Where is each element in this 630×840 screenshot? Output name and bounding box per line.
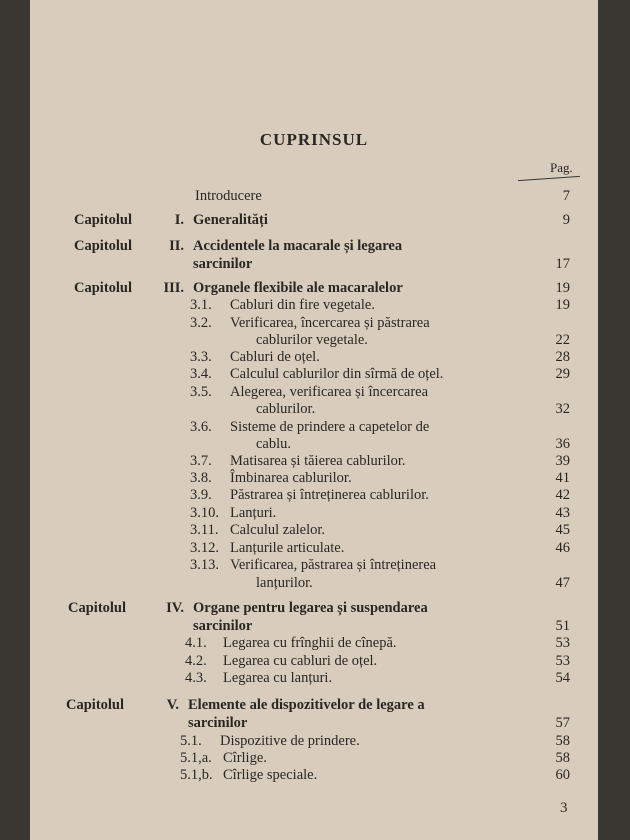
section-number: 3.6.	[190, 419, 212, 435]
section-page: 53	[555, 653, 570, 669]
section-number: 3.5.	[190, 384, 212, 400]
section-title: Calculul zalelor.	[230, 522, 326, 538]
section-page: 54	[555, 670, 570, 686]
section-title: Dispozitive de prindere.	[220, 733, 360, 749]
section-page: 28	[555, 349, 570, 365]
chapter-roman: II.	[169, 238, 184, 254]
chapter-page: 57	[555, 715, 570, 731]
section-number: 3.10.	[190, 505, 219, 521]
section-title-cont: cablurilor vegetale.	[256, 332, 368, 348]
section-number: 3.8.	[190, 470, 212, 486]
section-title-cont: cablurilor.	[256, 401, 316, 417]
section-number: 3.7.	[190, 453, 212, 469]
chapter-title: Generalități	[193, 212, 268, 228]
section-title: Lanțuri.	[230, 505, 277, 521]
section-number: 5.1,a.	[180, 750, 212, 766]
chapter-word: Capitolul	[66, 697, 125, 713]
section-page: 32	[555, 401, 570, 417]
section-title: Calculul cablurilor din sîrmă de oțel.	[230, 366, 444, 382]
section-title: Îmbinarea cablurilor.	[230, 470, 352, 486]
section-number: 3.3.	[190, 349, 212, 365]
section-number: 3.4.	[190, 366, 212, 382]
section-page: 39	[555, 453, 570, 469]
section-title: Cîrlige speciale.	[223, 767, 318, 783]
section-title: Cabluri din fire vegetale.	[230, 297, 375, 313]
section-page: 46	[555, 540, 570, 556]
section-page: 42	[555, 487, 570, 503]
section-page: 58	[555, 750, 570, 766]
chapter-page: 19	[555, 280, 570, 296]
section-number: 4.1.	[185, 635, 207, 651]
chapter-title-cont: sarcinilor	[193, 618, 253, 634]
section-number: 3.11.	[190, 522, 219, 538]
chapter-word: Capitolul	[68, 600, 127, 616]
chapter-roman: V.	[166, 697, 179, 713]
section-title: Lanțurile articulate.	[230, 540, 345, 556]
chapter-word: Capitolul	[74, 212, 133, 228]
chapter-page: 17	[555, 256, 570, 272]
page-number: 3	[560, 800, 568, 816]
section-title: Cîrlige.	[223, 750, 267, 766]
section-title: Alegerea, verificarea și încercarea	[230, 384, 429, 400]
section-page: 60	[555, 767, 570, 783]
chapter-roman: IV.	[166, 600, 184, 616]
section-title: Legarea cu lanțuri.	[223, 670, 333, 686]
pag-label: Pag.	[550, 160, 573, 175]
chapter-title: Organele flexibile ale macaralelor	[193, 280, 403, 296]
intro-label: Introducere	[195, 188, 262, 204]
section-page: 36	[555, 436, 570, 452]
chapter-word: Capitolul	[74, 280, 133, 296]
chapter-roman: I.	[174, 212, 184, 228]
intro-page: 7	[562, 188, 570, 204]
section-title: Păstrarea și întreținerea cablurilor.	[230, 487, 429, 503]
section-title: Verificarea, încercarea și păstrarea	[230, 315, 430, 331]
section-number: 3.12.	[190, 540, 219, 556]
section-page: 45	[555, 522, 570, 538]
chapter-title: Organe pentru legarea și suspendarea	[193, 600, 428, 616]
section-page: 19	[555, 297, 570, 313]
section-page: 22	[555, 332, 570, 348]
section-title: Cabluri de oțel.	[230, 349, 320, 365]
section-number: 5.1.	[180, 733, 202, 749]
chapter-title: Elemente ale dispozitivelor de legare a	[188, 697, 425, 713]
section-number: 4.3.	[185, 670, 207, 686]
page-title: CUPRINSUL	[259, 130, 369, 149]
section-title: Verificarea, păstrarea și întreținerea	[230, 557, 437, 573]
section-number: 3.13.	[190, 557, 219, 573]
chapter-roman: III.	[163, 280, 184, 296]
chapter-title: Accidentele la macarale și legarea	[193, 238, 403, 254]
chapter-page: 51	[555, 618, 570, 634]
section-page: 47	[555, 575, 570, 591]
section-title: Legarea cu frînghii de cînepă.	[223, 635, 397, 651]
section-title: Sisteme de prindere a capetelor de	[230, 419, 430, 435]
chapter-page: 9	[562, 212, 570, 228]
section-title-cont: cablu.	[256, 436, 292, 452]
section-title-cont: lanțurilor.	[256, 575, 313, 591]
section-number: 4.2.	[185, 653, 207, 669]
chapter-title-cont: sarcinilor	[193, 256, 253, 272]
section-number: 5.1,b.	[180, 767, 213, 783]
section-title: Matisarea și tăierea cablurilor.	[230, 453, 406, 469]
section-page: 29	[555, 366, 570, 382]
section-page: 41	[555, 470, 570, 486]
chapter-word: Capitolul	[74, 238, 133, 254]
pag-underline	[518, 176, 580, 181]
chapter-title-cont: sarcinilor	[188, 715, 248, 731]
section-page: 58	[555, 733, 570, 749]
section-number: 3.2.	[190, 315, 212, 331]
section-number: 3.9.	[190, 487, 212, 503]
section-number: 3.1.	[190, 297, 212, 313]
section-title: Legarea cu cabluri de oțel.	[223, 653, 378, 669]
section-page: 43	[555, 505, 570, 521]
section-page: 53	[555, 635, 570, 651]
book-page	[30, 0, 598, 840]
